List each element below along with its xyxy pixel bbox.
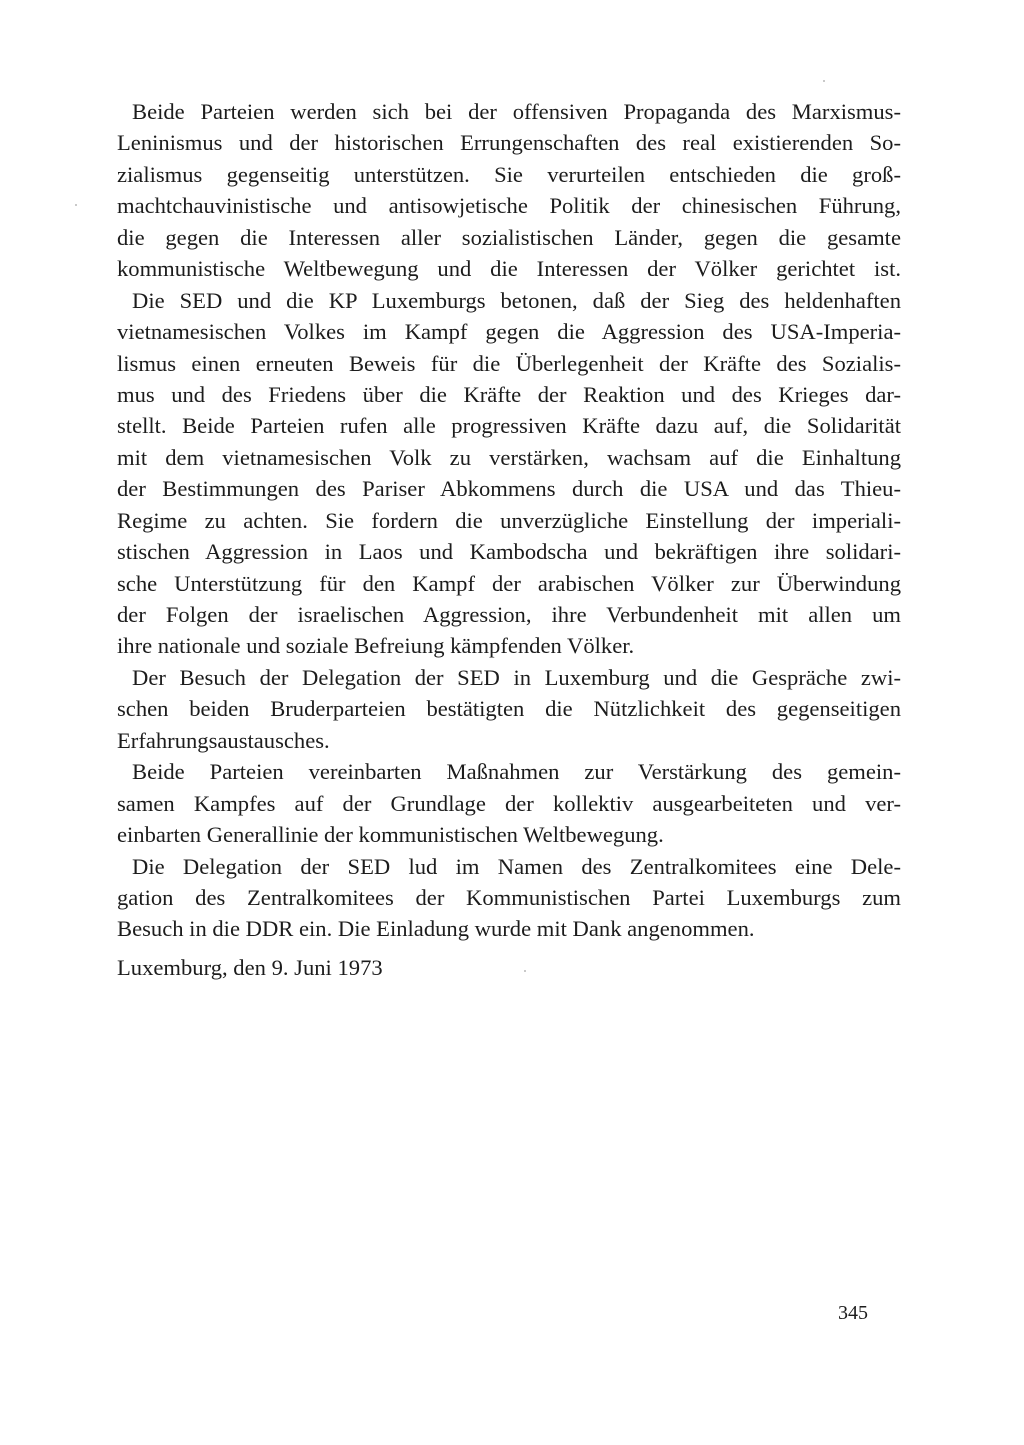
text-line: sche Unterstützung für den Kampf der arabischen Völker zur Überwindung — [117, 570, 901, 596]
text-line: der Folgen der israelischen Aggression, ihre Verbundenheit mit allen um — [117, 602, 901, 627]
text-line: Die Delegation der SED lud im Namen des Zentralkomitees eine Dele- — [132, 853, 901, 879]
paragraph — [117, 285, 901, 662]
text-line: Leninismus und der historischen Errungenschaften des real existierenden So- — [117, 130, 901, 156]
text-line: mus und des Friedens über die Kräfte der Reaktion und des Krieges dar- — [117, 381, 901, 407]
text-line: mit dem vietnamesischen Volk zu verstärken, wachsam auf die Einhaltung — [117, 444, 901, 470]
paragraph — [117, 96, 901, 285]
text-line: Beide Parteien werden sich bei der offensiven Propaganda des Marxismus- — [132, 99, 901, 124]
text-line: schen beiden Bruderparteien bestätigten die Nützlichkeit des gegenseitigen — [117, 696, 901, 722]
text-line: stischen Aggression in Laos und Kambodscha und bekräftigen ihre solidari- — [117, 539, 901, 565]
text-line: Der Besuch der Delegation der SED in Luxemburg und die Gespräche zwi- — [132, 664, 901, 690]
text-line: ihre nationale und soziale Befreiung kämpfenden Völker. — [117, 633, 635, 659]
scan-speck — [524, 970, 526, 972]
text-line: vietnamesischen Volkes im Kampf gegen die Aggression des USA-Imperia- — [117, 319, 901, 345]
text-line: zialismus gegenseitig unterstützen. Sie verurteilen entschieden die groß- — [117, 161, 901, 187]
date-line: Luxemburg, den 9. Juni 1973 — [117, 955, 383, 980]
scan-speck — [75, 204, 77, 206]
text-line: lismus einen erneuten Beweis für die Überlegenheit der Kräfte des Sozialis- — [117, 350, 901, 376]
scan-speck — [823, 80, 825, 82]
page-number: 345 — [838, 1302, 868, 1324]
paragraph — [117, 662, 901, 756]
paragraph — [117, 851, 901, 945]
text-line: Erfahrungsaustausches. — [117, 727, 330, 753]
text-line: Besuch in die DDR ein. Die Einladung wurde mit Dank angenommen. — [117, 916, 755, 942]
body-text — [117, 96, 901, 945]
text-line: Regime zu achten. Sie fordern die unverzügliche Einstellung der imperiali- — [117, 507, 901, 533]
text-line: Beide Parteien vereinbarten Maßnahmen zur Verstärkung des gemein- — [132, 759, 901, 785]
text-line: samen Kampfes auf der Grundlage der kollektiv ausgearbeiteten und ver- — [117, 790, 901, 816]
text-line: der Bestimmungen des Pariser Abkommens durch die USA und das Thieu- — [117, 476, 901, 502]
text-line: machtchauvinistische und antisowjetische Politik der chinesischen Führung, — [117, 193, 901, 219]
text-line: stellt. Beide Parteien rufen alle progressiven Kräfte dazu auf, die Solidarität — [117, 413, 901, 439]
text-line: die gegen die Interessen aller sozialistischen Länder, gegen die gesamte — [117, 224, 901, 250]
text-line: gation des Zentralkomitees der Kommunistischen Partei Luxemburgs zum — [117, 884, 901, 910]
text-line: kommunistische Weltbewegung und die Interessen der Völker gerichtet ist. — [117, 256, 901, 282]
text-line: Die SED und die KP Luxemburgs betonen, daß der Sieg des heldenhaften — [132, 287, 901, 313]
paragraph — [117, 756, 901, 850]
text-line: einbarten Generallinie der kommunistischen Weltbewegung. — [117, 822, 664, 848]
